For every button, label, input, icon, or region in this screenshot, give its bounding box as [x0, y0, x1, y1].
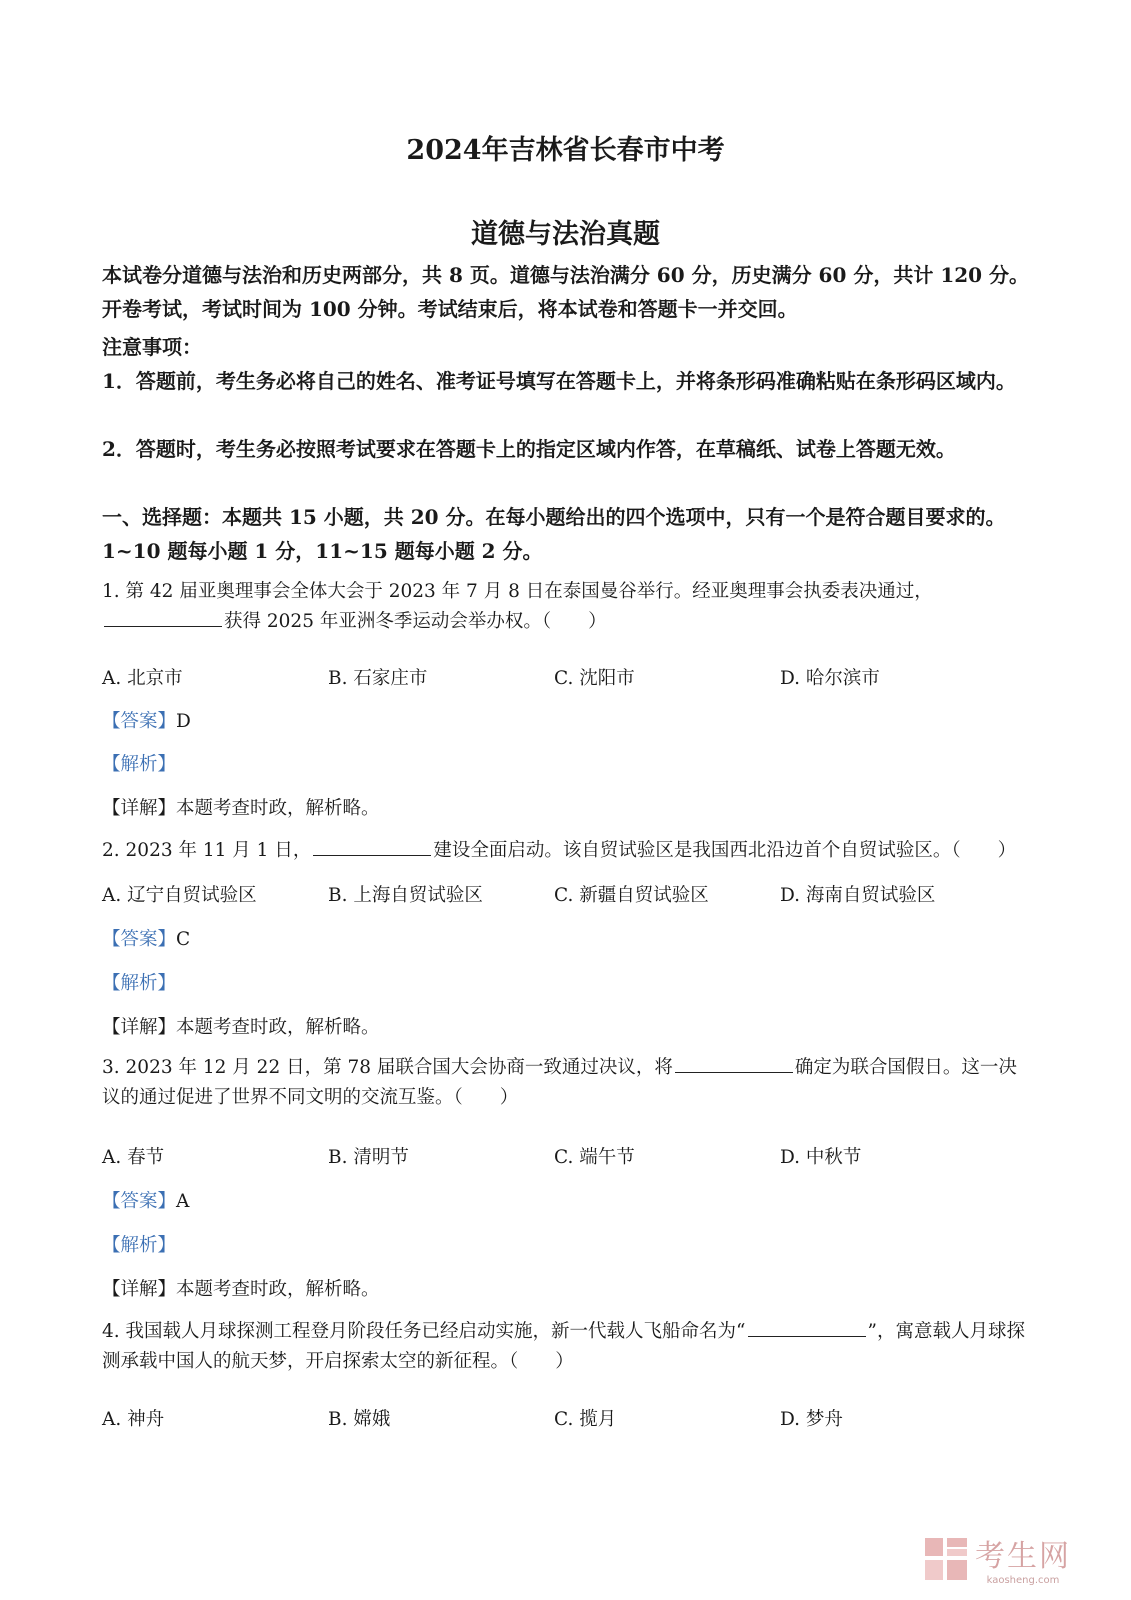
question-stem-part: 2. 2023 年 11 月 1 日， — [102, 840, 312, 861]
question-2-answer — [102, 925, 190, 951]
question-3-analysis — [102, 1231, 176, 1257]
question-1-option-b: B. 石家庄市 — [328, 668, 428, 689]
answer-label: 【答案】 — [102, 1191, 177, 1212]
question-2-option-d: D. 海南自贸试验区 — [780, 885, 936, 906]
fill-blank — [313, 837, 431, 856]
question-3-detail — [102, 1275, 380, 1301]
question-4-option-b: B. 嫦娥 — [328, 1409, 391, 1430]
watermark-text — [975, 1531, 1071, 1586]
watermark — [923, 1531, 1071, 1586]
question-stem-part: 3. 2023 年 12 月 22 日，第 78 届联合国大会协商一致通过决议，将 — [102, 1057, 673, 1078]
question-stem-part: 1. 第 42 届亚奥理事会全体大会于 2023 年 7 月 8 日在泰国曼谷举行。经亚奥理事会执委表决通过， — [102, 581, 933, 602]
question-2-analysis — [102, 969, 176, 995]
section-heading: 一、选择题：本题共 15 小题，共 20 分。在每小题给出的四个选项中，只有一个是符合题目要求的。1~10 题每小题 1 分，11~15 题每小题 2 分。 — [102, 505, 1006, 563]
question-4-stem — [102, 1317, 1032, 1377]
question-4-option-d: D. 梦舟 — [780, 1409, 843, 1430]
notice-item-1: 1．答题前，考生务必将自己的姓名、准考证号填写在答题卡上，并将条形码准确粘贴在条形码区域内。 — [102, 369, 1016, 393]
question-3-option-c: C. 端午节 — [554, 1147, 635, 1168]
detail-text: 本题考查时政，解析略。 — [176, 798, 380, 819]
answer-value: A — [176, 1191, 190, 1212]
question-1-option-d: D. 哈尔滨市 — [780, 668, 880, 689]
question-1-option-a: A. 北京市 — [102, 668, 183, 689]
kaosheng-logo-icon — [923, 1536, 969, 1582]
answer-label: 【答案】 — [102, 711, 177, 732]
question-3-option-d: D. 中秋节 — [780, 1147, 862, 1168]
question-stem-part: ”，寓意载人月球探测承载中国人的航天梦，开启探索太空的新征程。（ ） — [102, 1321, 1025, 1372]
question-3-answer — [102, 1187, 189, 1213]
fill-blank — [104, 608, 222, 627]
question-stem-part: 确定为联合国假日。这一决议的通过促进了世界不同文明的交流互鉴。（ ） — [102, 1057, 1017, 1108]
intro-paragraph: 本试卷分道德与法治和历史两部分，共 8 页。道德与法治满分 60 分，历史满分 60 分，共计 120 分。开卷考试，考试时间为 100 分钟。考试结束后，将本试卷和答题卡一并交回。 — [102, 263, 1030, 321]
question-1-answer — [102, 707, 191, 733]
page-subtitle: 道德与法治真题 — [471, 219, 660, 250]
detail-label: 【详解】 — [102, 798, 177, 819]
fill-blank — [748, 1318, 866, 1337]
question-stem-part: 建设全面启动。该自贸试验区是我国西北沿边首个自贸试验区。（ ） — [433, 840, 1017, 861]
detail-text: 本题考查时政，解析略。 — [176, 1279, 380, 1300]
question-2-option-c: C. 新疆自贸试验区 — [554, 885, 709, 906]
detail-label: 【详解】 — [102, 1017, 177, 1038]
detail-label: 【详解】 — [102, 1279, 177, 1300]
analysis-label: 【解析】 — [102, 1235, 177, 1256]
question-2-option-a: A. 辽宁自贸试验区 — [102, 885, 257, 906]
question-stem-part: 获得 2025 年亚洲冬季运动会举办权。（ ） — [224, 611, 607, 632]
answer-label: 【答案】 — [102, 929, 177, 950]
question-1-option-c: C. 沈阳市 — [554, 668, 635, 689]
question-3-option-b: B. 清明节 — [328, 1147, 409, 1168]
page-title: 2024年吉林省长春市中考 — [406, 135, 725, 166]
question-4-option-a: A. 神舟 — [102, 1409, 165, 1430]
notice-title: 注意事项： — [102, 335, 202, 359]
question-1-analysis — [102, 750, 176, 776]
answer-value: C — [176, 929, 191, 950]
notice-item-2: 2．答题时，考生务必按照考试要求在答题卡上的指定区域内作答，在草稿纸、试卷上答题无效。 — [102, 437, 956, 461]
question-stem-part: 4. 我国载人月球探测工程登月阶段任务已经启动实施，新一代载人飞船命名为“ — [102, 1321, 746, 1342]
question-3-option-a: A. 春节 — [102, 1147, 165, 1168]
answer-value: D — [176, 711, 191, 732]
analysis-label: 【解析】 — [102, 973, 177, 994]
analysis-label: 【解析】 — [102, 754, 177, 775]
watermark-en: kaosheng.com — [986, 1575, 1060, 1586]
question-1-stem — [102, 577, 1032, 637]
fill-blank — [675, 1054, 793, 1073]
question-2-option-b: B. 上海自贸试验区 — [328, 885, 483, 906]
question-1-detail — [102, 794, 380, 820]
question-2-stem — [102, 836, 1032, 866]
detail-text: 本题考查时政，解析略。 — [176, 1017, 380, 1038]
question-3-stem — [102, 1053, 1032, 1113]
question-2-detail — [102, 1013, 380, 1039]
watermark-cn: 考生网 — [975, 1539, 1071, 1574]
question-4-option-c: C. 揽月 — [554, 1409, 617, 1430]
